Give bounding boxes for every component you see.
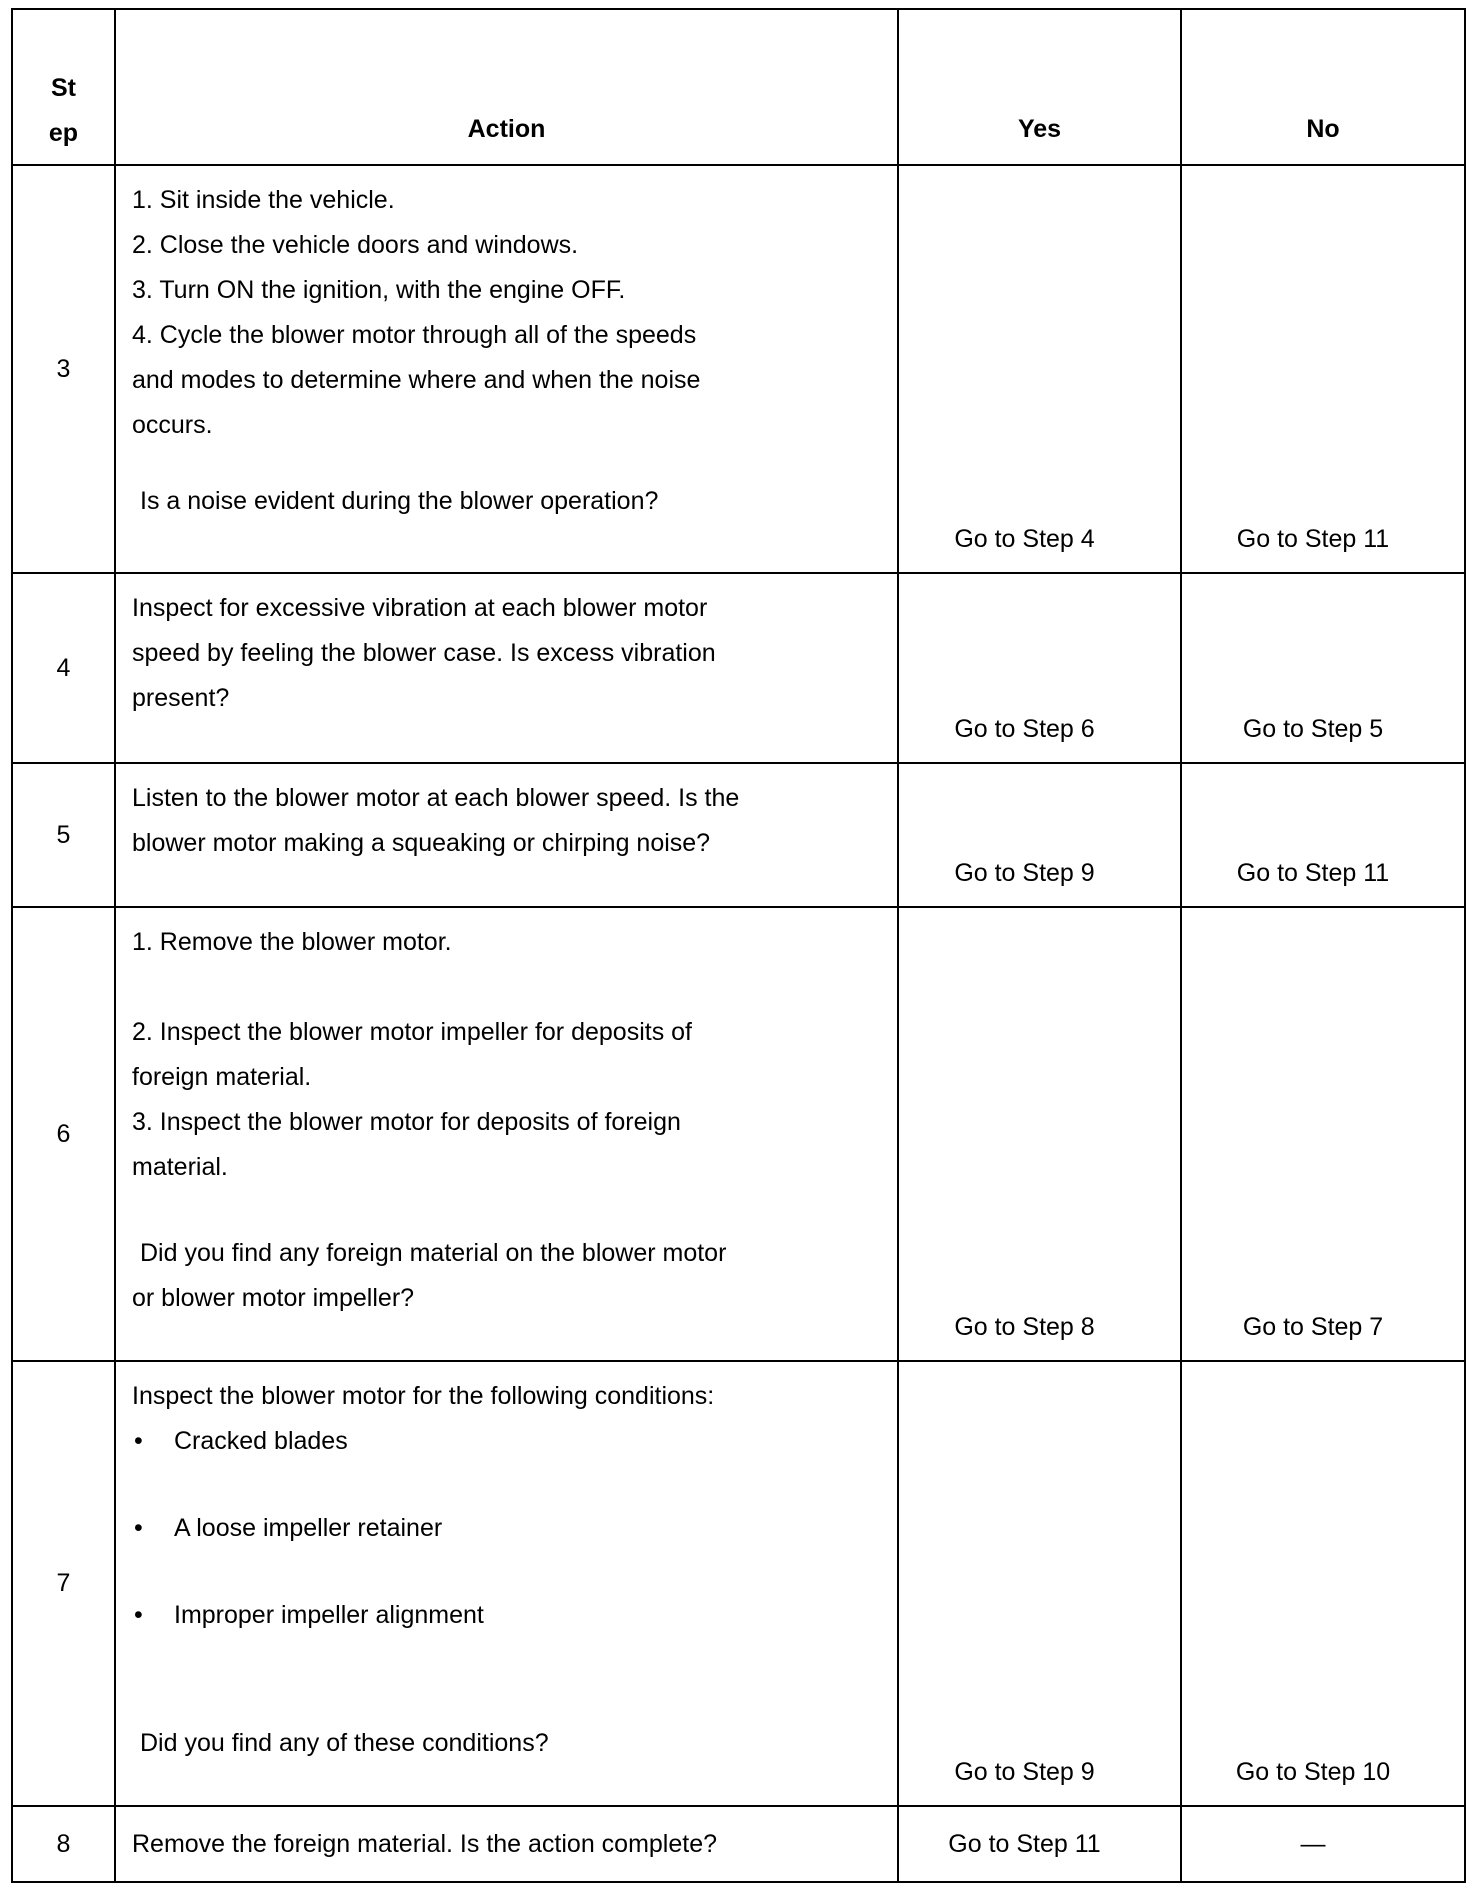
action-line: 4. Cycle the blower motor through all of the speeds [132, 321, 697, 349]
column-header-no [1181, 9, 1465, 165]
bullet-icon: • [134, 1514, 143, 1542]
action-cell [115, 763, 898, 907]
yes-link[interactable]: Go to Step 11 [948, 1829, 1101, 1858]
action-question: Did you find any of these conditions? [140, 1729, 549, 1757]
no-link[interactable]: Go to Step 11 [1236, 859, 1390, 887]
action-line: blower motor making a squeaking or chirping noise? [132, 829, 711, 857]
list-item-label: A loose impeller retainer [174, 1514, 443, 1542]
action-cell [115, 1361, 898, 1806]
table-row [12, 1806, 1465, 1882]
action-line: 2. Inspect the blower motor impeller for deposits of [132, 1018, 692, 1046]
step-number: 5 [12, 763, 115, 907]
yes-cell [898, 165, 1181, 573]
column-header-yes-label: Yes [1017, 115, 1062, 143]
no-link[interactable]: Go to Step 10 [1235, 1758, 1391, 1786]
action-question: Did you find any foreign material on the blower motor [140, 1239, 727, 1267]
action-line: 3. Turn ON the ignition, with the engine OFF. [132, 276, 626, 304]
list-item [132, 1506, 877, 1551]
action-cell [115, 907, 898, 1361]
action-line: Remove the foreign material. Is the action complete? [132, 1829, 718, 1858]
action-line: Listen to the blower motor at each blower speed. Is the [132, 784, 740, 812]
action-line: foreign material. [132, 1063, 312, 1091]
no-link[interactable]: Go to Step 11 [1236, 525, 1390, 553]
action-line: Inspect the blower motor for the following conditions: [132, 1382, 715, 1410]
no-cell [1181, 165, 1465, 573]
column-header-no-label: No [1306, 115, 1340, 143]
bullet-icon: • [134, 1427, 143, 1455]
action-line: material. [132, 1153, 228, 1181]
yes-cell [898, 907, 1181, 1361]
column-header-step-line2: ep [48, 119, 79, 147]
table-row [12, 763, 1465, 907]
action-line: 1. Sit inside the vehicle. [132, 186, 395, 214]
action-line: 2. Close the vehicle doors and windows. [132, 231, 579, 259]
no-cell [1181, 763, 1465, 907]
column-header-step-line1: St [51, 74, 76, 102]
bullet-icon: • [134, 1601, 143, 1629]
table-row [12, 573, 1465, 763]
yes-cell [898, 1361, 1181, 1806]
table-row [12, 165, 1465, 573]
action-line: 1. Remove the blower motor. [132, 928, 452, 956]
step-number: 3 [12, 165, 115, 573]
list-item-label: Cracked blades [174, 1427, 348, 1455]
no-cell [1181, 907, 1465, 1361]
yes-cell [898, 573, 1181, 763]
action-question: Is a noise evident during the blower operation? [140, 487, 659, 515]
step-number: 8 [12, 1806, 115, 1882]
table-row [12, 907, 1465, 1361]
yes-link[interactable]: Go to Step 8 [954, 1313, 1095, 1341]
list-item-label: Improper impeller alignment [174, 1601, 484, 1629]
action-line: speed by feeling the blower case. Is excess vibration [132, 639, 716, 667]
yes-link[interactable]: Go to Step 6 [954, 715, 1095, 743]
step-number: 7 [12, 1361, 115, 1806]
column-header-step [12, 9, 115, 165]
action-cell [115, 165, 898, 573]
yes-cell [898, 1806, 1181, 1882]
yes-link[interactable]: Go to Step 9 [954, 1758, 1095, 1786]
list-item [132, 1593, 877, 1638]
action-line: present? [132, 684, 230, 712]
table-row [12, 1361, 1465, 1806]
step-number: 4 [12, 573, 115, 763]
column-header-action [115, 9, 898, 165]
action-question: or blower motor impeller? [132, 1284, 415, 1312]
column-header-action-label: Action [467, 115, 546, 143]
action-cell [115, 573, 898, 763]
action-line: and modes to determine where and when the noise [132, 366, 701, 394]
action-line: Inspect for excessive vibration at each blower motor [132, 594, 708, 622]
diagnostic-table [11, 8, 1466, 1883]
step-number: 6 [12, 907, 115, 1361]
no-cell [1181, 1806, 1465, 1882]
yes-link[interactable]: Go to Step 4 [954, 525, 1095, 553]
yes-cell [898, 763, 1181, 907]
action-line: 3. Inspect the blower motor for deposits of foreign [132, 1108, 681, 1136]
no-cell [1181, 1361, 1465, 1806]
list-item [132, 1419, 877, 1464]
action-cell [115, 1806, 898, 1882]
table-header-row [12, 9, 1465, 165]
no-cell [1181, 573, 1465, 763]
action-line: occurs. [132, 411, 213, 439]
column-header-yes [898, 9, 1181, 165]
yes-link[interactable]: Go to Step 9 [954, 859, 1095, 887]
no-link[interactable]: Go to Step 5 [1242, 715, 1384, 743]
no-value: — [1300, 1829, 1326, 1858]
no-link[interactable]: Go to Step 7 [1242, 1313, 1384, 1341]
